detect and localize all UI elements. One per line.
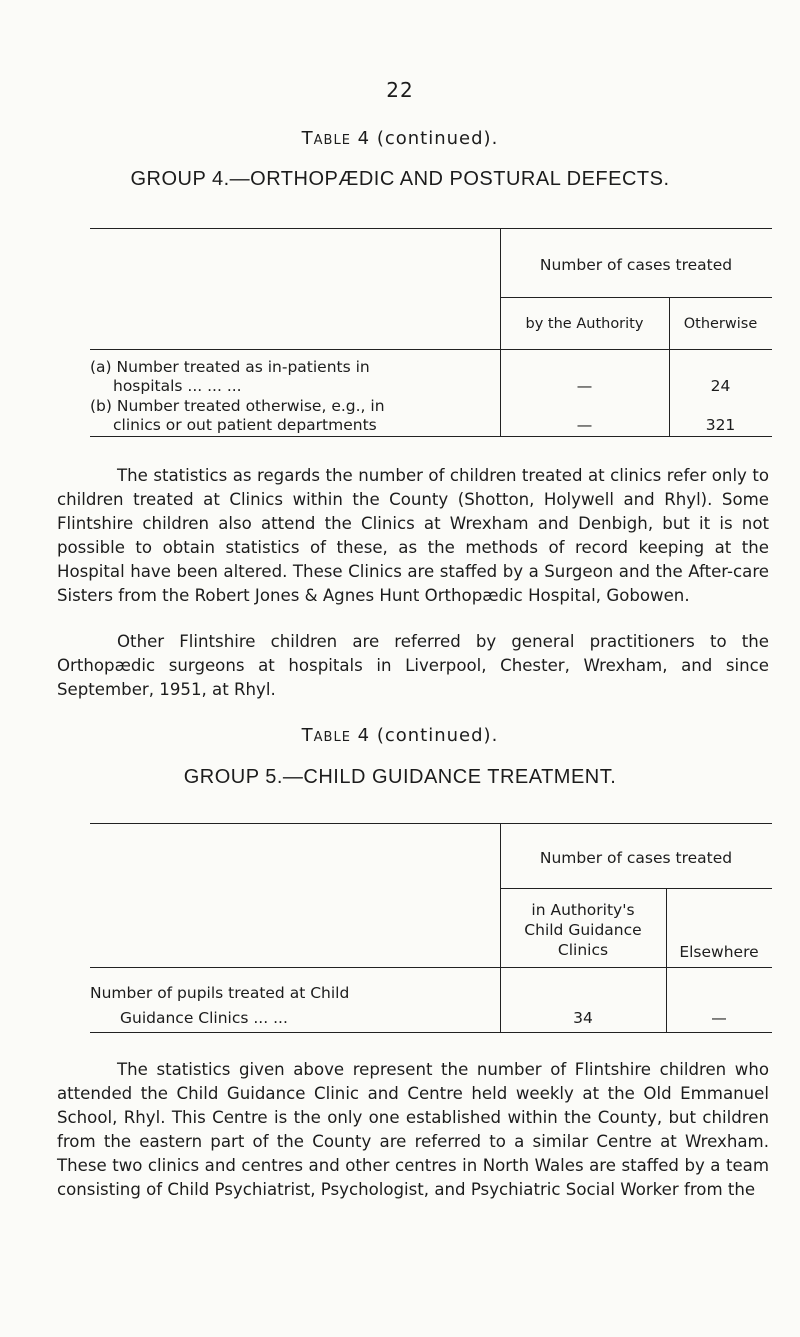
table-title-prefix: Table	[301, 128, 351, 149]
row-value-authority: —	[576, 377, 593, 395]
child-guidance-table	[90, 823, 772, 1043]
group-heading: GROUP 4.—ORTHOPÆDIC AND POSTURAL DEFECTS.	[130, 168, 670, 190]
header-number-of-cases: Number of cases treated	[539, 849, 733, 867]
row-value-authority: 34	[573, 1009, 593, 1027]
table-title	[0, 128, 800, 149]
row-value-otherwise: 321	[705, 416, 736, 434]
paragraph-clinic-statistics: The statistics as regards the number of children treated at clinics refer only to children treated at Clinics within the County (Shotton, Holywell and Rhyl). Some Flintshire children also attend the Clinics at Wrexham and Denbigh, but it is not possible to obtain statistics of these, as the methods of record keeping at the Hospital have been altered. These Clinics are staffed by a Surgeon and the After-care Sisters from the Robert Jones & Agnes Hunt Orthopædic Hospital, Gobowen.	[57, 466, 769, 605]
header-by-authority: by the Authority	[525, 316, 644, 332]
header-authority-clinics-line1: in Authority's	[531, 901, 635, 919]
orthopaedic-table	[90, 228, 772, 443]
row-label-line2: clinics or out patient departments	[113, 416, 377, 434]
row-label-line1: (b) Number treated otherwise, e.g., in	[90, 397, 385, 415]
paragraph-referrals: Other Flintshire children are referred by general practitioners to the Orthopædic surgeons at hospitals in Liverpool, Chester, Wrexham, and since September, 1951, at Rhyl.	[57, 632, 769, 699]
row-value-authority: —	[576, 416, 593, 434]
row-value-otherwise: 24	[710, 377, 731, 395]
header-authority-clinics-line3: Clinics	[557, 941, 609, 959]
row-label-line2: hospitals ... ... ...	[113, 377, 242, 395]
row-label-line1: Number of pupils treated at Child	[90, 984, 350, 1002]
table-title	[0, 725, 800, 746]
row-label-line1: (a) Number treated as in-patients in	[90, 358, 370, 376]
page-number: 22	[386, 78, 414, 102]
row-value-elsewhere: —	[711, 1009, 727, 1027]
header-elsewhere: Elsewhere	[679, 943, 759, 961]
table-title-rest: 4 (continued).	[357, 128, 499, 149]
table-title-rest: 4 (continued).	[357, 725, 499, 746]
paragraph-child-guidance: The statistics given above represent the number of Flintshire children who attended the Child Guidance Clinic and Centre held weekly at the Old Emmanuel School, Rhyl. This Centre is the only one established within the County, but children from the eastern part of the County are referred to a similar Centre at Wrexham. These two clinics and centres and other centres in North Wales are staffed by a team consisting of Child Psychiatrist, Psychologist, and Psychiatric Social Worker from the	[57, 1060, 769, 1199]
group-heading: GROUP 5.—CHILD GUIDANCE TREATMENT.	[183, 766, 617, 788]
header-number-of-cases: Number of cases treated	[539, 256, 733, 274]
header-authority-clinics-line2: Child Guidance	[524, 921, 642, 939]
header-otherwise: Otherwise	[683, 316, 758, 332]
row-label-line2: Guidance Clinics ... ...	[120, 1009, 288, 1027]
table-title-prefix: Table	[301, 725, 351, 746]
